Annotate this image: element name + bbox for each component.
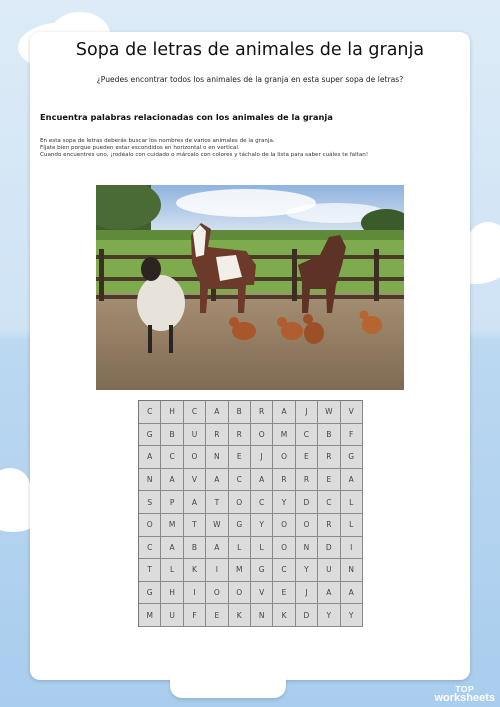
grid-cell[interactable]: B	[318, 424, 340, 447]
worksheet-page	[30, 32, 470, 680]
grid-cell[interactable]: C	[139, 401, 161, 424]
section-heading: Encuentra palabras relacionadas con los animales de la granja	[40, 112, 333, 122]
grid-cell[interactable]: E	[273, 582, 295, 605]
grid-cell[interactable]: T	[139, 559, 161, 582]
grid-cell[interactable]: N	[139, 469, 161, 492]
grid-cell[interactable]: O	[251, 424, 273, 447]
grid-cell[interactable]: A	[161, 537, 183, 560]
word-search-grid	[138, 400, 363, 627]
grid-cell[interactable]: V	[251, 582, 273, 605]
grid-cell[interactable]: C	[139, 537, 161, 560]
grid-cell[interactable]: E	[206, 604, 228, 627]
grid-cell[interactable]: O	[296, 514, 318, 537]
grid-cell[interactable]: A	[206, 469, 228, 492]
cloud-decoration	[468, 222, 500, 262]
grid-cell[interactable]: O	[273, 514, 295, 537]
grid-cell[interactable]: M	[229, 559, 251, 582]
grid-cell[interactable]: U	[184, 424, 206, 447]
grid-cell[interactable]: G	[139, 424, 161, 447]
grid-cell[interactable]: K	[184, 559, 206, 582]
grid-cell[interactable]: B	[184, 537, 206, 560]
grid-cell[interactable]: O	[184, 446, 206, 469]
grid-cell[interactable]: Y	[251, 514, 273, 537]
grid-cell[interactable]: N	[206, 446, 228, 469]
grid-cell[interactable]: K	[273, 604, 295, 627]
grid-cell[interactable]: A	[206, 537, 228, 560]
grid-cell[interactable]: B	[161, 424, 183, 447]
grid-cell[interactable]: U	[161, 604, 183, 627]
farm-photo-illustration	[96, 185, 404, 390]
grid-cell[interactable]: E	[318, 469, 340, 492]
page-title: Sopa de letras de animales de la granja	[75, 40, 425, 60]
grid-cell[interactable]: C	[318, 491, 340, 514]
grid-cell[interactable]: M	[161, 514, 183, 537]
brand-logo	[434, 684, 495, 704]
grid-cell[interactable]: V	[341, 401, 363, 424]
grid-cell[interactable]: W	[206, 514, 228, 537]
grid-cell[interactable]: T	[206, 491, 228, 514]
grid-cell[interactable]: C	[251, 491, 273, 514]
farm-animals-photo	[96, 185, 404, 390]
grid-cell[interactable]: G	[251, 559, 273, 582]
grid-cell[interactable]: H	[161, 401, 183, 424]
instruction-line: Cuando encuentres uno, ¡rodéalo con cuidado o márcalo con colores y táchalo de la lista para saber cuáles te faltan!	[40, 152, 369, 159]
grid-cell[interactable]: A	[318, 582, 340, 605]
grid-cell[interactable]: A	[161, 469, 183, 492]
grid-cell[interactable]: M	[139, 604, 161, 627]
grid-cell[interactable]: Y	[318, 604, 340, 627]
grid-cell[interactable]: T	[184, 514, 206, 537]
grid-cell[interactable]: R	[318, 514, 340, 537]
grid-cell[interactable]: L	[161, 559, 183, 582]
grid-cell[interactable]: Y	[273, 491, 295, 514]
instruction-line: En esta sopa de letras deberás buscar los nombres de varios animales de la granja.	[40, 138, 275, 144]
grid-cell[interactable]: A	[341, 469, 363, 492]
grid-cell[interactable]: N	[341, 559, 363, 582]
grid-cell[interactable]: J	[296, 582, 318, 605]
page-subtitle: ¿Puedes encontrar todos los animales de la granja en esta super sopa de letras?	[96, 75, 404, 84]
grid-cell[interactable]: H	[161, 582, 183, 605]
grid-cell[interactable]: J	[251, 446, 273, 469]
instruction-line: Fíjate bien porque pueden estar escondidos en horizontal o en vertical.	[40, 145, 240, 152]
grid-cell[interactable]: L	[341, 514, 363, 537]
grid-cell[interactable]: D	[296, 491, 318, 514]
grid-cell[interactable]: I	[341, 537, 363, 560]
grid-cell[interactable]: L	[251, 537, 273, 560]
grid-cell[interactable]: A	[341, 582, 363, 605]
grid-cell[interactable]: O	[273, 446, 295, 469]
grid-cell[interactable]: C	[296, 424, 318, 447]
grid-cell[interactable]: B	[229, 401, 251, 424]
grid-cell[interactable]: G	[341, 446, 363, 469]
grid-cell[interactable]: G	[139, 582, 161, 605]
grid-cell[interactable]: K	[229, 604, 251, 627]
grid-cell[interactable]: L	[341, 491, 363, 514]
grid-cell[interactable]: O	[229, 491, 251, 514]
grid-cell[interactable]: C	[229, 469, 251, 492]
grid-cell[interactable]: P	[161, 491, 183, 514]
grid-cell[interactable]: C	[273, 559, 295, 582]
grid-cell[interactable]: A	[273, 401, 295, 424]
grid-cell[interactable]: M	[273, 424, 295, 447]
grid-cell[interactable]: S	[139, 491, 161, 514]
grid-cell[interactable]: N	[296, 537, 318, 560]
grid-cell[interactable]: O	[139, 514, 161, 537]
grid-cell[interactable]: E	[296, 446, 318, 469]
grid-cell[interactable]: N	[251, 604, 273, 627]
grid-cell[interactable]: Y	[296, 559, 318, 582]
grid-cell[interactable]: O	[229, 582, 251, 605]
grid-cell[interactable]: A	[251, 469, 273, 492]
grid-cell[interactable]: R	[206, 424, 228, 447]
grid-cell[interactable]: R	[318, 446, 340, 469]
grid-cell[interactable]: C	[161, 446, 183, 469]
grid-cell[interactable]: I	[184, 582, 206, 605]
grid-cell[interactable]: R	[229, 424, 251, 447]
grid-cell[interactable]: F	[184, 604, 206, 627]
grid-cell[interactable]: U	[318, 559, 340, 582]
grid-cell[interactable]: G	[229, 514, 251, 537]
grid-cell[interactable]: F	[341, 424, 363, 447]
grid-cell[interactable]: O	[273, 537, 295, 560]
grid-cell[interactable]: R	[273, 469, 295, 492]
brand-line2: worksheets	[434, 692, 495, 704]
grid-cell[interactable]: A	[184, 491, 206, 514]
grid-cell[interactable]: V	[184, 469, 206, 492]
bottom-tab-decoration	[170, 676, 286, 698]
grid-cell[interactable]: L	[229, 537, 251, 560]
grid-cell[interactable]: R	[296, 469, 318, 492]
grid-cell[interactable]: A	[139, 446, 161, 469]
grid-cell[interactable]: R	[251, 401, 273, 424]
grid-cell[interactable]: W	[318, 401, 340, 424]
brand-line1: TOP	[455, 684, 475, 694]
grid-cell[interactable]: I	[206, 559, 228, 582]
grid-cell[interactable]: Y	[341, 604, 363, 627]
grid-cell[interactable]: O	[206, 582, 228, 605]
grid-cell[interactable]: J	[296, 401, 318, 424]
grid-cell[interactable]: C	[184, 401, 206, 424]
grid-cell[interactable]: E	[229, 446, 251, 469]
instructions	[40, 138, 465, 160]
grid-cell[interactable]: A	[206, 401, 228, 424]
grid-cell[interactable]: D	[318, 537, 340, 560]
grid-cell[interactable]: D	[296, 604, 318, 627]
